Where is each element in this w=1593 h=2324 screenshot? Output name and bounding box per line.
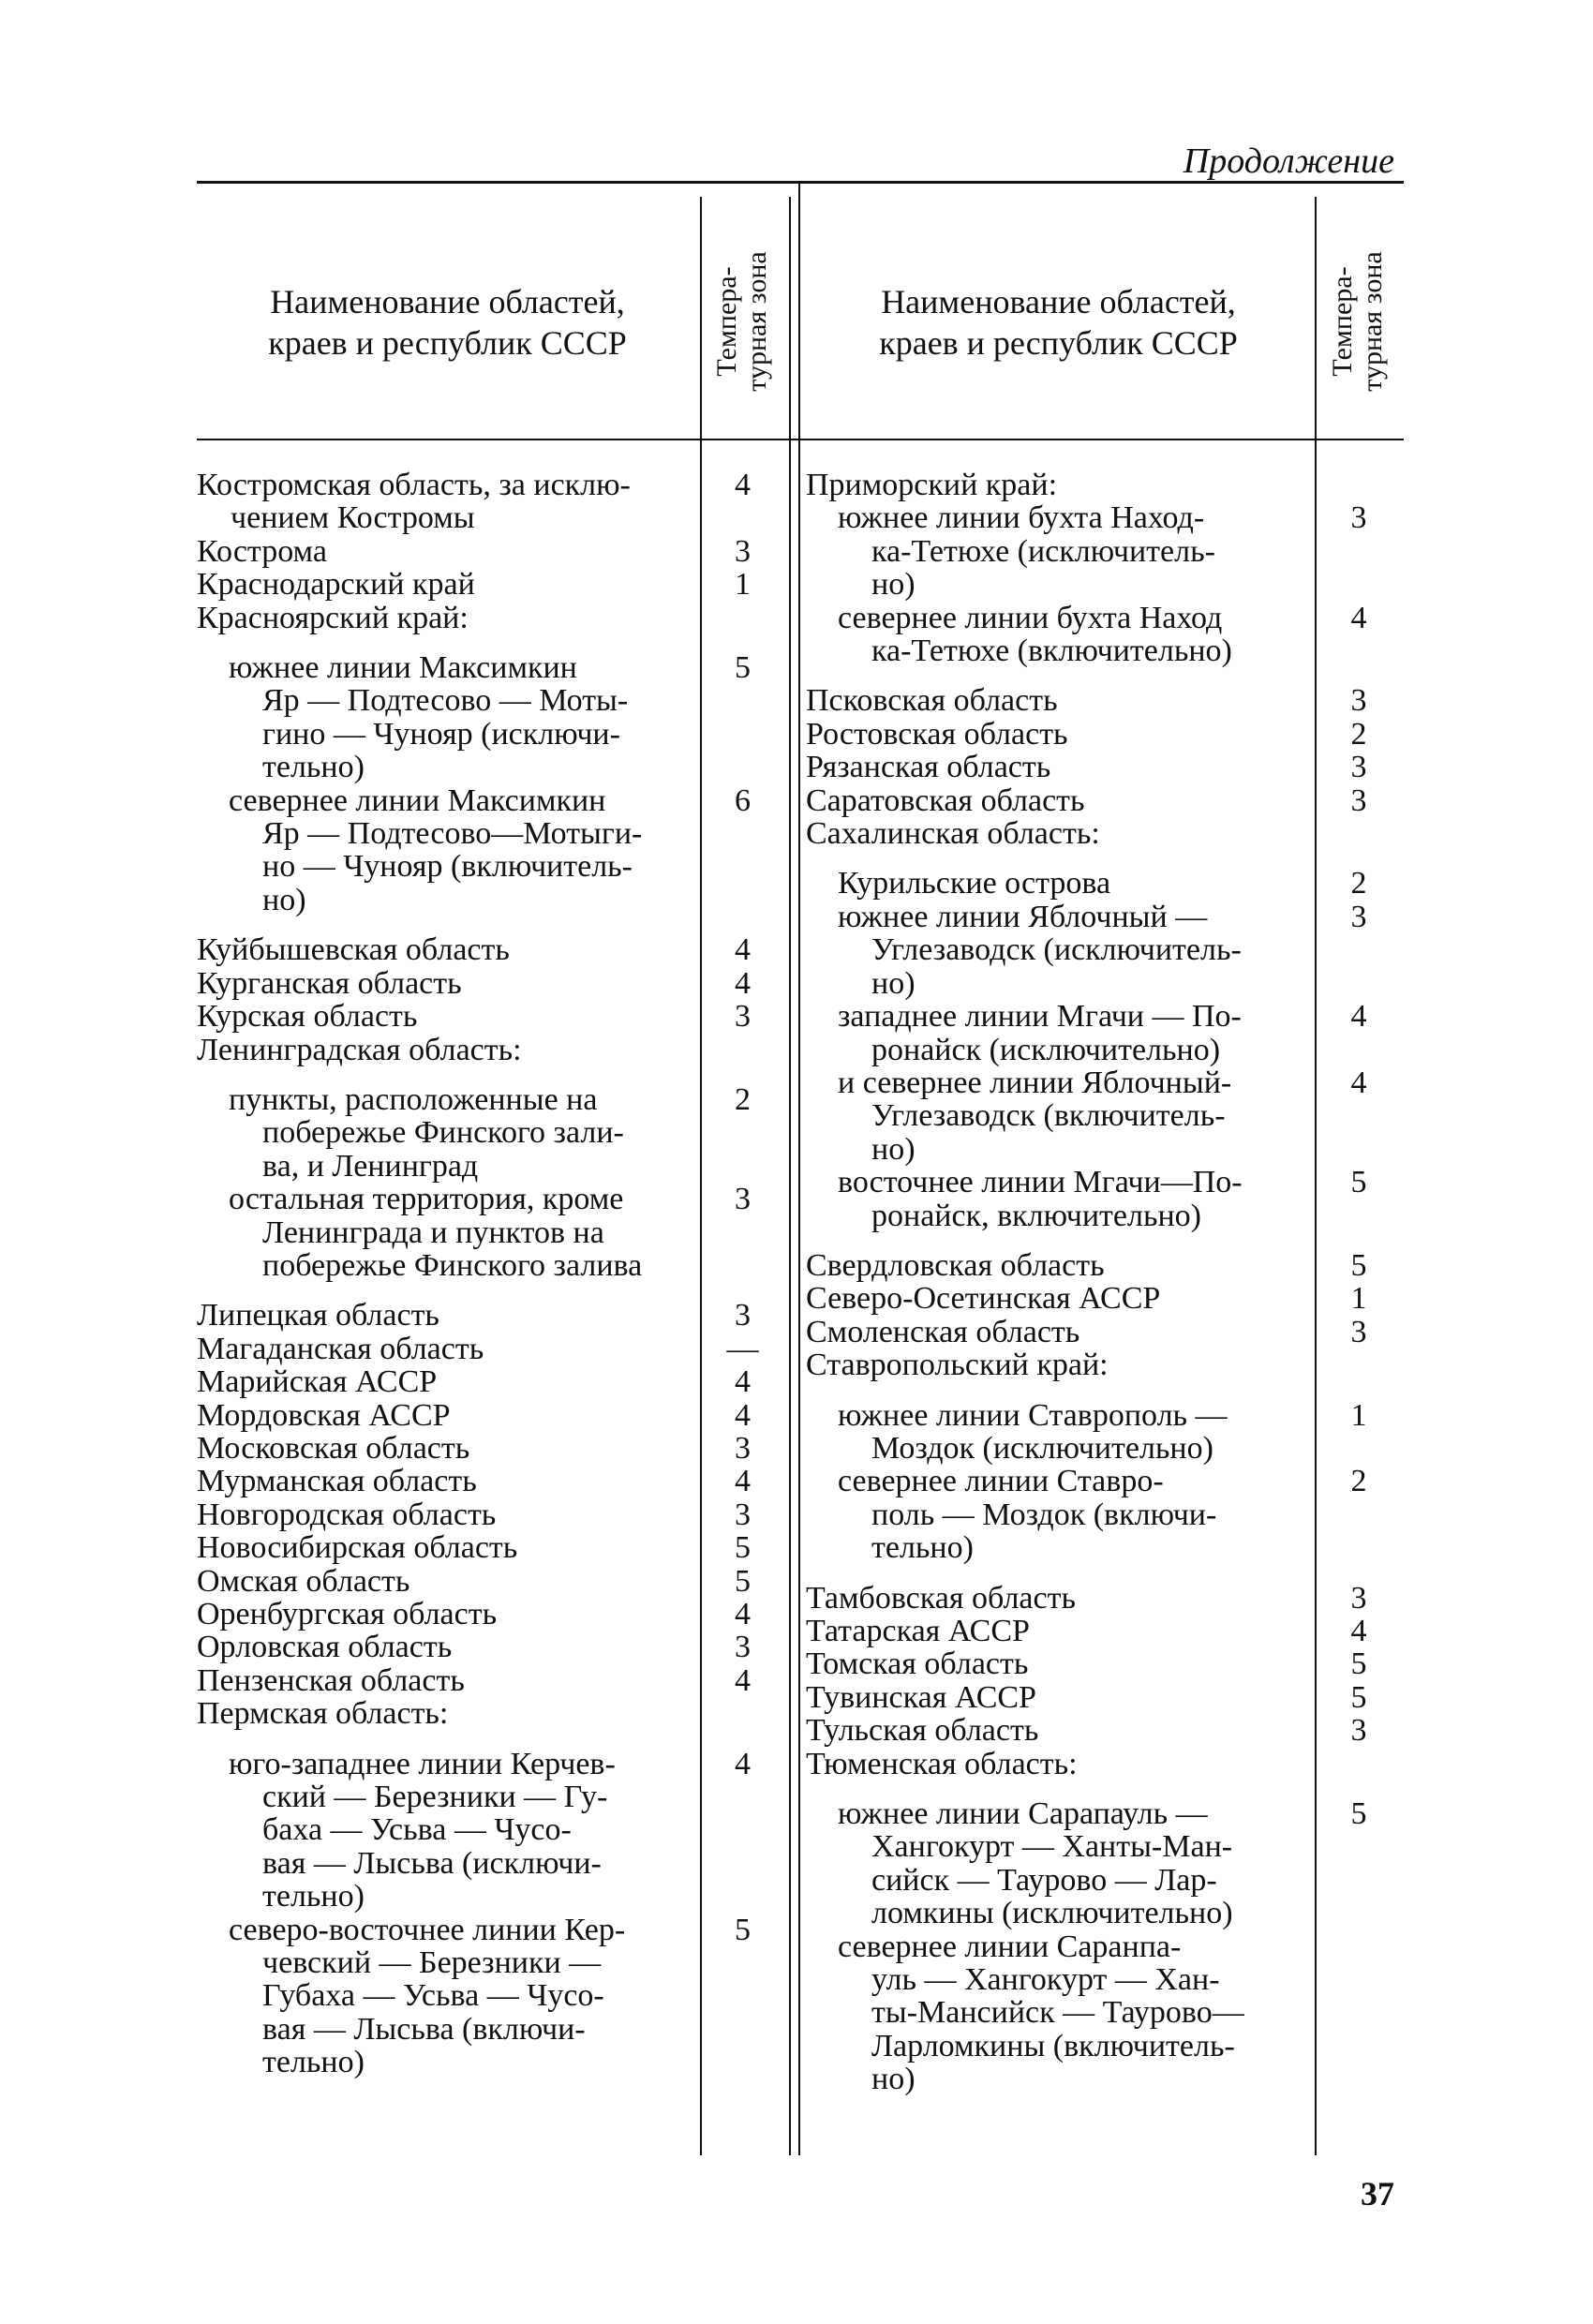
temperature-zone-value: 3 bbox=[1350, 1713, 1367, 1749]
region-name-line: но) bbox=[871, 567, 916, 603]
region-name bbox=[806, 751, 1312, 783]
table-row bbox=[197, 1531, 796, 1564]
region-name bbox=[806, 1000, 1312, 1066]
region-name bbox=[806, 1615, 1312, 1647]
region-name-line: Углезаводск (включитель- bbox=[871, 1098, 1226, 1134]
region-name-line: Томская область bbox=[806, 1646, 1029, 1682]
region-name-line: тельно) bbox=[871, 1530, 974, 1566]
temperature-zone-value: 3 bbox=[735, 1630, 751, 1665]
temperature-zone-value: 3 bbox=[1350, 1580, 1367, 1616]
temperature-zone-value: 2 bbox=[735, 1081, 751, 1117]
region-name bbox=[806, 1930, 1312, 2096]
region-name-line: южнее линии Ставрополь — bbox=[838, 1397, 1228, 1433]
region-name-line: но) bbox=[262, 882, 306, 917]
table-row bbox=[197, 1498, 796, 1531]
region-name-line: остальная территория, кроме bbox=[229, 1182, 624, 1217]
temperature-zone-value: 2 bbox=[1350, 1464, 1367, 1499]
region-name-line: Курская область bbox=[197, 999, 418, 1035]
temperature-zone-value: 5 bbox=[1350, 1796, 1367, 1832]
table-row bbox=[806, 901, 1406, 1000]
region-name bbox=[806, 684, 1312, 717]
temperature-zone-value: 2 bbox=[1350, 716, 1367, 752]
region-name-line: ва, и Ленинград bbox=[262, 1148, 479, 1184]
temperature-zone-value: 5 bbox=[1350, 1646, 1367, 1682]
temperature-zone-value: 3 bbox=[735, 1497, 751, 1532]
region-name bbox=[806, 1582, 1312, 1615]
region-name-line: чением Костромы bbox=[231, 500, 475, 536]
region-name bbox=[806, 1066, 1312, 1166]
table-row bbox=[806, 469, 1406, 501]
left-zone-header-line-2: турная зона bbox=[741, 251, 772, 392]
region-name-line: Тувинская АССР bbox=[806, 1679, 1036, 1715]
table-row bbox=[806, 684, 1406, 717]
region-name-line: но) bbox=[871, 965, 916, 1001]
right-zone-header-line-2: турная зона bbox=[1357, 251, 1388, 392]
region-name bbox=[197, 568, 698, 601]
region-name-line: Марийская АССР bbox=[197, 1364, 438, 1400]
table-row bbox=[197, 1365, 796, 1398]
region-name bbox=[806, 1465, 1312, 1564]
temperature-zone-value: 3 bbox=[1350, 899, 1367, 934]
region-name-line: побережье Финского залива bbox=[262, 1247, 643, 1283]
region-name bbox=[806, 867, 1312, 900]
region-name bbox=[806, 718, 1312, 751]
table-row bbox=[197, 1697, 796, 1730]
region-name-line: южнее линии Сарапауль — bbox=[838, 1796, 1208, 1832]
temperature-zone-value: 4 bbox=[1350, 1614, 1367, 1648]
table-row bbox=[806, 1465, 1406, 1564]
temperature-zone-value: 3 bbox=[735, 999, 751, 1035]
temperature-zone-value: 4 bbox=[735, 1364, 751, 1400]
temperature-zone-value: 5 bbox=[1350, 1247, 1367, 1283]
region-name-line: Ростовская область bbox=[806, 716, 1068, 752]
right-name-header-line-1: Наименование областей, bbox=[881, 283, 1236, 320]
temperature-zone-value: 3 bbox=[735, 1182, 751, 1217]
temperature-zone-value: 3 bbox=[1350, 750, 1367, 785]
table-row bbox=[197, 1748, 796, 1914]
region-name-line: Смоленская область bbox=[806, 1314, 1080, 1349]
region-name bbox=[806, 784, 1312, 817]
temperature-zone-value: 4 bbox=[735, 1397, 751, 1433]
table-row bbox=[197, 1664, 796, 1697]
region-name-line: гино — Чунояр (исключи- bbox=[262, 716, 620, 752]
temperature-zone-value: 4 bbox=[735, 1662, 751, 1698]
temperature-zone-value: 3 bbox=[1350, 782, 1367, 818]
region-name bbox=[197, 1748, 698, 1914]
table-row bbox=[197, 1183, 796, 1282]
temperature-zone-value: 4 bbox=[735, 468, 751, 502]
region-name-line: и севернее линии Яблочный- bbox=[838, 1065, 1232, 1100]
table-row bbox=[806, 817, 1406, 850]
table-row bbox=[197, 469, 796, 535]
continuation-label: Продолжение bbox=[1183, 142, 1394, 181]
region-name-line: но) bbox=[871, 1131, 916, 1167]
region-name-line: пункты, расположенные на bbox=[229, 1081, 598, 1117]
region-name bbox=[197, 1183, 698, 1282]
table-row bbox=[806, 1797, 1406, 1930]
region-name-line: Краснодарский край bbox=[197, 567, 475, 603]
left-name-header bbox=[197, 281, 698, 364]
region-name bbox=[197, 1333, 698, 1365]
region-name bbox=[806, 1166, 1312, 1232]
region-name-line: Тюменская область: bbox=[806, 1746, 1078, 1781]
region-name bbox=[806, 602, 1312, 668]
region-name-line: Моздок (исключительно) bbox=[871, 1430, 1213, 1466]
region-name-line: Татарская АССР bbox=[806, 1614, 1030, 1648]
region-name-line: западнее линии Мгачи — По- bbox=[838, 999, 1242, 1035]
region-name bbox=[806, 1282, 1312, 1315]
table-row bbox=[806, 1582, 1406, 1615]
region-name-line: южнее линии Максимкин bbox=[229, 650, 577, 686]
table-row bbox=[806, 867, 1406, 900]
table-row bbox=[197, 1034, 796, 1066]
table-row bbox=[197, 1465, 796, 1497]
temperature-zone-value: — bbox=[726, 1331, 759, 1366]
temperature-zone-value: 5 bbox=[1350, 1679, 1367, 1715]
table-row bbox=[806, 1166, 1406, 1232]
table-row bbox=[197, 967, 796, 1000]
region-name-line: Мордовская АССР bbox=[197, 1397, 451, 1433]
region-name bbox=[197, 1083, 698, 1183]
region-name bbox=[197, 1034, 698, 1066]
temperature-zone-value: 2 bbox=[1350, 866, 1367, 901]
left-table-body bbox=[197, 469, 796, 2079]
right-name-header-line-2: краев и республик СССР bbox=[879, 324, 1238, 362]
region-name-line: поль — Моздок (включи- bbox=[871, 1497, 1217, 1532]
region-name-line: севернее линии Ставро- bbox=[838, 1464, 1164, 1499]
table-row bbox=[197, 602, 796, 634]
region-name-line: севернее линии бухта Наход bbox=[838, 600, 1223, 635]
region-name-line: ка-Тетюхе (исключитель- bbox=[871, 533, 1215, 569]
region-name-line: тельно) bbox=[262, 1879, 365, 1914]
region-name-line: Сахалинская область: bbox=[806, 816, 1100, 852]
temperature-zone-value: 5 bbox=[735, 1563, 751, 1599]
region-name-line: вая — Лысьва (включи- bbox=[262, 2011, 586, 2047]
region-name-line: баха — Усьва — Чусо- bbox=[262, 1812, 572, 1848]
region-name-line: вая — Лысьва (исключи- bbox=[262, 1845, 602, 1881]
region-name-line: чевский — Березники — bbox=[262, 1945, 602, 1981]
right-name-header bbox=[804, 281, 1313, 364]
region-name bbox=[197, 1697, 698, 1730]
region-name bbox=[197, 651, 698, 784]
region-name-line: Магаданская область bbox=[197, 1331, 484, 1366]
region-name-line: Оренбургская область bbox=[197, 1597, 498, 1631]
left-zone-header-line-1: Темпера- bbox=[711, 266, 742, 377]
region-name-line: но — Чунояр (включитель- bbox=[262, 849, 633, 885]
region-name-line: Ларломкины (включитель- bbox=[871, 2028, 1235, 2063]
region-name bbox=[806, 1714, 1312, 1747]
region-name-line: Ленинграда и пунктов на bbox=[262, 1214, 604, 1250]
region-name-line: побережье Финского зали- bbox=[262, 1115, 624, 1151]
temperature-zone-value: 6 bbox=[735, 782, 751, 818]
region-name-line: Красноярский край: bbox=[197, 600, 469, 635]
region-name-line: Свердловская область bbox=[806, 1247, 1105, 1283]
region-name bbox=[197, 1598, 698, 1631]
table-row bbox=[806, 1066, 1406, 1166]
center-divider-b bbox=[798, 183, 800, 2155]
region-name-line: Яр — Подтесово—Мотыги- bbox=[262, 816, 643, 852]
region-name bbox=[806, 1647, 1312, 1680]
region-name-line: Мурманская область bbox=[197, 1464, 477, 1499]
region-name bbox=[197, 1000, 698, 1033]
region-name bbox=[197, 1498, 698, 1531]
region-name-line: севернее линии Максимкин bbox=[229, 782, 606, 818]
temperature-zone-value: 5 bbox=[735, 1912, 751, 1947]
page-number: 37 bbox=[1361, 2175, 1394, 2212]
region-name bbox=[806, 901, 1312, 1000]
region-name-line: Пермская область: bbox=[197, 1696, 449, 1732]
region-name-line: ский — Березники — Гу- bbox=[262, 1780, 608, 1815]
region-name bbox=[806, 1316, 1312, 1348]
table-row bbox=[806, 1000, 1406, 1066]
table-row bbox=[197, 535, 796, 568]
left-name-header-line-2: краев и республик СССР bbox=[268, 324, 627, 362]
table-row bbox=[806, 1681, 1406, 1714]
right-zone-header-line-1: Темпера- bbox=[1327, 266, 1358, 377]
region-name bbox=[806, 1748, 1312, 1780]
table-row bbox=[806, 1348, 1406, 1381]
region-name bbox=[197, 1664, 698, 1697]
region-name-line: Хангокурт — Ханты-Ман- bbox=[871, 1829, 1233, 1865]
region-name bbox=[806, 1249, 1312, 1282]
region-name-line: Костромская область, за исклю- bbox=[197, 468, 631, 502]
left-name-header-line-1: Наименование областей, bbox=[270, 283, 625, 320]
temperature-zone-value: 4 bbox=[735, 965, 751, 1001]
region-name-line: Липецкая область bbox=[197, 1298, 439, 1333]
region-name-line: северо-восточнее линии Кер- bbox=[229, 1912, 626, 1947]
region-name bbox=[806, 501, 1312, 601]
region-name-line: Тамбовская область bbox=[806, 1580, 1076, 1616]
top-rule bbox=[197, 181, 1404, 184]
region-name-line: ломкины (исключительно) bbox=[871, 1896, 1233, 1931]
temperature-zone-value: 1 bbox=[735, 567, 751, 603]
table-row bbox=[806, 1748, 1406, 1780]
temperature-zone-value: 4 bbox=[735, 1464, 751, 1499]
region-name-line: Новосибирская область bbox=[197, 1530, 518, 1566]
table-row bbox=[197, 1399, 796, 1432]
region-name-line: Северо-Осетинская АССР bbox=[806, 1281, 1161, 1317]
region-name-line: уль — Хангокурт — Хан- bbox=[871, 1962, 1220, 1998]
temperature-zone-value: 5 bbox=[735, 650, 751, 686]
temperature-zone-value: 3 bbox=[1350, 683, 1367, 719]
region-name-line: восточнее линии Мгачи—По- bbox=[838, 1165, 1243, 1200]
region-name bbox=[197, 1365, 698, 1398]
region-name-line: ты-Мансийск — Таурово— bbox=[871, 1995, 1244, 2031]
table-row bbox=[197, 1914, 796, 2079]
region-name bbox=[806, 1681, 1312, 1714]
temperature-zone-value: 4 bbox=[735, 932, 751, 968]
temperature-zone-value: 5 bbox=[1350, 1165, 1367, 1200]
right-table-body bbox=[806, 469, 1406, 2096]
table-row bbox=[197, 1000, 796, 1033]
temperature-zone-value: 4 bbox=[735, 1746, 751, 1781]
region-name bbox=[197, 1399, 698, 1432]
table-row bbox=[197, 1299, 796, 1332]
region-name-line: Углезаводск (исключитель- bbox=[871, 932, 1242, 968]
region-name bbox=[806, 469, 1312, 501]
table-row bbox=[197, 1631, 796, 1663]
table-row bbox=[806, 1930, 1406, 2096]
region-name bbox=[806, 1797, 1312, 1930]
region-name bbox=[806, 817, 1312, 850]
header-bottom-rule bbox=[197, 439, 1404, 440]
region-name-line: Саратовская область bbox=[806, 782, 1085, 818]
table-row bbox=[197, 651, 796, 784]
temperature-zone-value: 4 bbox=[1350, 600, 1367, 635]
region-name-line: но) bbox=[871, 2062, 916, 2097]
region-name-line: Московская область bbox=[197, 1430, 470, 1466]
table-row bbox=[806, 751, 1406, 783]
table-row bbox=[197, 1333, 796, 1365]
table-row bbox=[806, 501, 1406, 601]
region-name-line: Ленинградская область: bbox=[197, 1032, 522, 1067]
region-name-line: Приморский край: bbox=[806, 468, 1058, 502]
region-name bbox=[197, 933, 698, 966]
temperature-zone-value: 3 bbox=[735, 1298, 751, 1333]
region-name-line: юго-западнее линии Керчев- bbox=[229, 1746, 616, 1781]
table-row bbox=[806, 1399, 1406, 1466]
table-row bbox=[806, 1316, 1406, 1348]
table-row bbox=[197, 1432, 796, 1465]
region-name bbox=[197, 602, 698, 634]
temperature-zone-value: 1 bbox=[1350, 1397, 1367, 1433]
region-name bbox=[197, 1631, 698, 1663]
left-zone-header bbox=[712, 228, 778, 415]
right-zone-header bbox=[1328, 228, 1393, 415]
temperature-zone-value: 3 bbox=[1350, 500, 1367, 536]
region-name bbox=[197, 1299, 698, 1332]
region-name-line: Тульская область bbox=[806, 1713, 1039, 1749]
table-row bbox=[806, 784, 1406, 817]
region-name-line: тельно) bbox=[262, 2045, 365, 2080]
region-name-line: Курильские острова bbox=[838, 866, 1111, 901]
temperature-zone-value: 1 bbox=[1350, 1281, 1367, 1317]
table-row bbox=[197, 568, 796, 601]
table-row bbox=[806, 718, 1406, 751]
region-name bbox=[197, 1914, 698, 2079]
region-name-line: ронайск (исключительно) bbox=[871, 1032, 1221, 1067]
region-name-line: Ставропольский край: bbox=[806, 1348, 1109, 1383]
region-name bbox=[197, 1465, 698, 1497]
region-name-line: Псковская область bbox=[806, 683, 1058, 719]
region-name bbox=[806, 1348, 1312, 1381]
temperature-zone-value: 4 bbox=[735, 1597, 751, 1631]
temperature-zone-value: 4 bbox=[1350, 999, 1367, 1035]
region-name-line: Пензенская область bbox=[197, 1662, 465, 1698]
temperature-zone-value: 3 bbox=[1350, 1314, 1367, 1349]
region-name-line: Кострома bbox=[197, 533, 327, 569]
region-name-line: севернее линии Саранпа- bbox=[838, 1929, 1182, 1964]
table-row bbox=[806, 1647, 1406, 1680]
table-row bbox=[197, 1083, 796, 1183]
temperature-zone-value: 3 bbox=[735, 1430, 751, 1466]
region-name-line: ронайск, включительно) bbox=[871, 1198, 1201, 1233]
region-name-line: сийск — Таурово — Лар- bbox=[871, 1862, 1217, 1898]
region-name-line: Яр — Подтесово — Моты- bbox=[262, 683, 629, 719]
table-row bbox=[806, 1282, 1406, 1315]
temperature-zone-value: 5 bbox=[735, 1530, 751, 1566]
table-row bbox=[197, 1598, 796, 1631]
table-row bbox=[197, 1565, 796, 1598]
region-name-line: Орловская область bbox=[197, 1630, 453, 1665]
region-name bbox=[197, 469, 698, 535]
region-name bbox=[197, 1565, 698, 1598]
temperature-zone-value: 3 bbox=[735, 533, 751, 569]
table-row bbox=[806, 1249, 1406, 1282]
region-name-line: Омская область bbox=[197, 1563, 410, 1599]
region-name bbox=[197, 535, 698, 568]
temperature-zone-value: 4 bbox=[1350, 1065, 1367, 1100]
table-row bbox=[806, 1714, 1406, 1747]
region-name-line: тельно) bbox=[262, 750, 365, 785]
region-name bbox=[197, 967, 698, 1000]
table-row bbox=[806, 602, 1406, 668]
region-name-line: южнее линии Яблочный — bbox=[838, 899, 1208, 934]
region-name bbox=[197, 784, 698, 917]
region-name-line: ка-Тетюхе (включительно) bbox=[871, 633, 1232, 669]
region-name-line: Курганская область bbox=[197, 965, 462, 1001]
region-name bbox=[197, 1531, 698, 1564]
table-row bbox=[197, 933, 796, 966]
region-name bbox=[806, 1399, 1312, 1466]
region-name-line: Куйбышевская область bbox=[197, 932, 510, 968]
region-name-line: Новгородская область bbox=[197, 1497, 497, 1532]
region-name bbox=[197, 1432, 698, 1465]
table-row bbox=[197, 784, 796, 917]
region-name-line: южнее линии бухта Наход- bbox=[838, 500, 1205, 536]
region-name-line: Губаха — Усьва — Чусо- bbox=[262, 1978, 604, 2014]
table-row bbox=[806, 1615, 1406, 1647]
region-name-line: Рязанская область bbox=[806, 750, 1051, 785]
